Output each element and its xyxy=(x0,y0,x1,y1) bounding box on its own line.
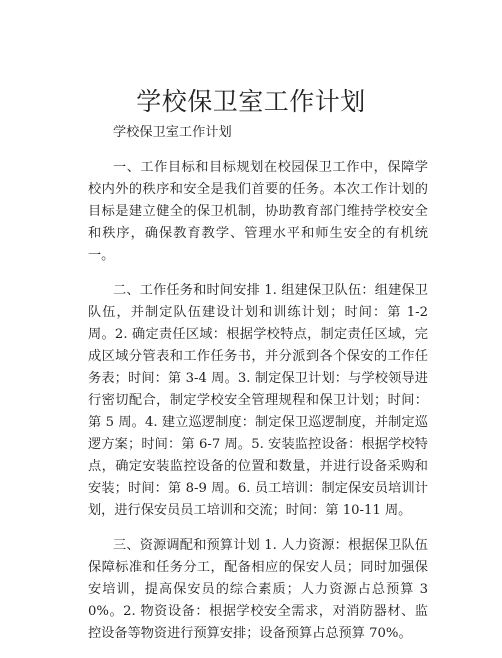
paragraph-goals: 一、工作目标和目标规划在校园保卫工作中，保障学校内外的秩序和安全是我们首要的任务。本次工作计划的目标是建立健全的保卫机制，协助教育部门维持学校安全和秩序，确保教育教学、管理水平和师生安全的有机统一。 xyxy=(88,160,428,263)
paragraph-resources-budget: 三、资源调配和预算计划 1. 人力资源：根据保卫队伍保障标准和任务分工，配备相应的保安人员；同时加强保安培训，提高保安员的综合素质；人力资源占总预算 30%。2. 物资设备：根据学校安全需求，对消防器材、监控设备等物资进行预算安排；设备预算占总预算 70%。 xyxy=(88,538,428,641)
paragraph-heading: 学校保卫室工作计划 xyxy=(113,125,232,140)
document-title: 学校保卫室工作计划 xyxy=(136,87,366,116)
document-body xyxy=(88,122,428,658)
paragraph-tasks-schedule: 二、工作任务和时间安排 1. 组建保卫队伍：组建保卫队伍，并制定队伍建设计划和训练计划；时间：第 1-2 周。2. 确定责任区域：根据学校特点，制定责任区域，完成区域分管表和工作任务书，并分派到各个保安的工作任务表；时间：第 3-4 周。3. 制定保卫计划：与学校领导进行密切配合，制定学校安全管理规程和保卫计划；时间：第 5 周。4. 建立巡逻制度：制定保卫巡逻制度，并制定巡逻方案；时间：第 6-7 周。5. 安装监控设备：根据学校特点，确定安装监控设备的位置和数量，并进行设备采购和安装；时间：第 8-9 周。6. 员工培训：制定保安员培训计划，进行保安员员工培训和交流；时间：第 10-11 周。 xyxy=(88,283,428,518)
